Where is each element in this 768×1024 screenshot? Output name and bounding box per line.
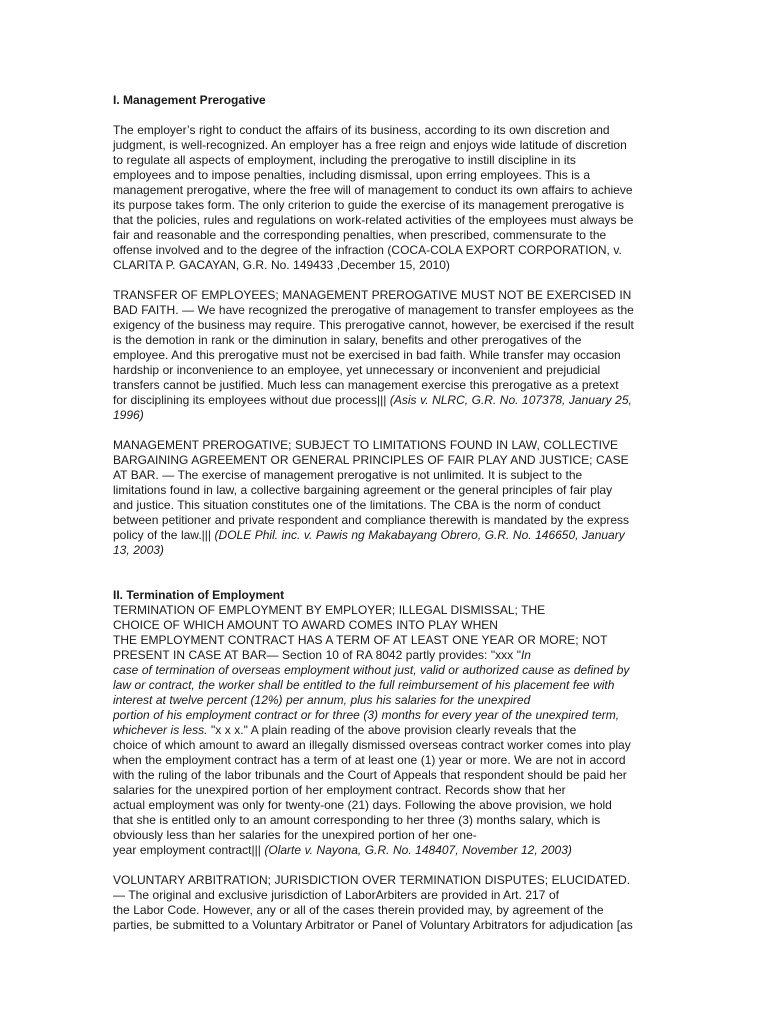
text-line: between petitioner and private respondent and compliance therewith is mandated by the express xyxy=(113,513,630,527)
text-line: salaries for the unexpired portion of her employment contract. Records show that her xyxy=(113,783,566,797)
text-line: AT BAR. — The exercise of management prerogative is not unlimited. It is subject to the xyxy=(113,468,583,482)
text-line: THE EMPLOYMENT CONTRACT HAS A TERM OF AT LEAST ONE YEAR OR MORE; NOT xyxy=(113,633,608,647)
text-line: employee. And this prerogative must not be exercised in bad faith. While transfer may occasion xyxy=(113,348,621,362)
text-line: CHOICE OF WHICH AMOUNT TO AWARD COMES INTO PLAY WHEN xyxy=(113,618,498,632)
text-line: judgment, is well-recognized. An employer has a free reign and enjoys wide latitude of discretion xyxy=(113,138,627,152)
text-line: management prerogative, where the free will of management to conduct its own affairs to achieve xyxy=(113,183,633,197)
text-line: parties, be submitted to a Voluntary Arbitrator or Panel of Voluntary Arbitrators for adjudication [as xyxy=(113,918,633,932)
text-line: fair and reasonable and the corresponding penalties, when prescribed, commensurate to the xyxy=(113,228,607,242)
text-line: obviously less than her salaries for the unexpired portion of her one- xyxy=(113,828,477,842)
text-line: employees and to impose penalties, including dismissal, upon erring employees. This is a xyxy=(113,168,591,182)
citation-line: 13, 2003) xyxy=(113,543,164,557)
text-line: with the ruling of the labor tribunals and the Court of Appeals that respondent should be paid her xyxy=(113,768,627,782)
text-line xyxy=(113,843,658,858)
paragraph-voluntary-arbitration xyxy=(113,873,658,933)
text-line: MANAGEMENT PREROGATIVE; SUBJECT TO LIMITATIONS FOUND IN LAW, COLLECTIVE xyxy=(113,438,619,452)
text-line: TERMINATION OF EMPLOYMENT BY EMPLOYER; ILLEGAL DISMISSAL; THE xyxy=(113,603,546,617)
quoted-line: law or contract, the worker shall be entitled to the full reimbursement of his placement fee with xyxy=(113,678,615,692)
text-line: — The original and exclusive jurisdiction of LaborArbiters are provided in Art. 217 of xyxy=(113,888,559,902)
text-line: The employer’s right to conduct the affairs of its business, according to its own discretion and xyxy=(113,123,610,137)
text-line: exigency of the business may require. This prerogative cannot, however, be exercised if the result xyxy=(113,318,634,332)
text-line: actual employment was only for twenty-one (21) days. Following the above provision, we hold xyxy=(113,798,612,812)
text-line: VOLUNTARY ARBITRATION; JURISDICTION OVER TERMINATION DISPUTES; ELUCIDATED. xyxy=(113,873,631,887)
text-line: hardship or inconvenience to an employee, yet unnecessary or inconvenient and prejudicial xyxy=(113,363,601,377)
text-line: that the policies, rules and regulations on work-related activities of the employees must always be xyxy=(113,213,634,227)
text-line: offense involved and to the degree of the infraction (COCA-COLA EXPORT CORPORATION, v. xyxy=(113,243,622,257)
text-line: TRANSFER OF EMPLOYEES; MANAGEMENT PREROGATIVE MUST NOT BE EXERCISED IN xyxy=(113,288,632,302)
text-line xyxy=(113,723,658,738)
text-line: choice of which amount to award an illegally dismissed overseas contract worker comes into play xyxy=(113,738,631,752)
text-line: transfers cannot be justified. Much less can management exercise this prerogative as a pretext xyxy=(113,378,619,392)
text-line: BAD FAITH. — We have recognized the prerogative of management to transfer employees as the xyxy=(113,303,634,317)
paragraph-employer-right xyxy=(113,123,658,273)
text-line: the Labor Code. However, any or all of the cases therein provided may, by agreement of the xyxy=(113,903,604,917)
text-run: PRESENT IN CASE AT BAR— Section 10 of RA 8042 partly provides: "xxx " xyxy=(113,648,521,662)
paragraph-transfer-of-employees xyxy=(113,288,658,423)
text-line: when the employment contract has a term of at least one (1) year or more. We are not in accord xyxy=(113,753,626,767)
document-page xyxy=(113,93,658,933)
text-line xyxy=(113,393,658,408)
text-run: year employment contract||| xyxy=(113,843,265,857)
quoted-line: interest at twelve percent (12%) per annum, plus his salaries for the unexpired xyxy=(113,693,531,707)
citation-line: 1996) xyxy=(113,408,144,422)
text-run: policy of the law.||| xyxy=(113,528,215,542)
text-line: and justice. This situation constitutes one of the limitations. The CBA is the norm of conduct xyxy=(113,498,601,512)
text-line xyxy=(113,528,658,543)
section-heading-termination-of-employment: II. Termination of Employment xyxy=(113,588,285,602)
citation-asis-v-nlrc: (Asis v. NLRC, G.R. No. 107378, January 25, xyxy=(389,393,632,407)
text-line: BARGAINING AGREEMENT OR GENERAL PRINCIPLES OF FAIR PLAY AND JUSTICE; CASE xyxy=(113,453,629,467)
text-line: CLARITA P. GACAYAN, G.R. No. 149433 ,December 15, 2010) xyxy=(113,258,450,272)
citation-olarte-v-nayona: (Olarte v. Nayona, G.R. No. 148407, November 12, 2003) xyxy=(264,843,572,857)
text-line: that she is entitled only to an amount corresponding to her three (3) months salary, which is xyxy=(113,813,601,827)
citation-dole-phil: (DOLE Phil. inc. v. Pawis ng Makabayang Obrero, G.R. No. 146650, January xyxy=(214,528,625,542)
text-line xyxy=(113,648,658,663)
text-line: is the demotion in rank or the diminution in salary, benefits and other prerogatives of the xyxy=(113,333,582,347)
text-line: limitations found in law, a collective bargaining agreement or the general principles of fair play xyxy=(113,483,613,497)
text-line: to regulate all aspects of employment, including the prerogative to instill discipline in its xyxy=(113,153,576,167)
text-run: "x x x." A plain reading of the above provision clearly reveals that the xyxy=(207,723,577,737)
text-line: its purpose takes form. The only criterion to guide the exercise of its management prerogative is xyxy=(113,198,625,212)
paragraph-limitations xyxy=(113,438,658,558)
section-heading-management-prerogative: I. Management Prerogative xyxy=(113,93,266,107)
text-run: whichever is less. xyxy=(113,723,208,737)
paragraph-illegal-dismissal xyxy=(113,603,658,858)
quoted-line: case of termination of overseas employment without just, valid or authorized cause as defined by xyxy=(113,663,630,677)
quoted-line: portion of his employment contract or for three (3) months for every year of the unexpired term, xyxy=(113,708,620,722)
text-run: for disciplining its employees without due process||| xyxy=(113,393,390,407)
text-run: In xyxy=(520,648,531,662)
